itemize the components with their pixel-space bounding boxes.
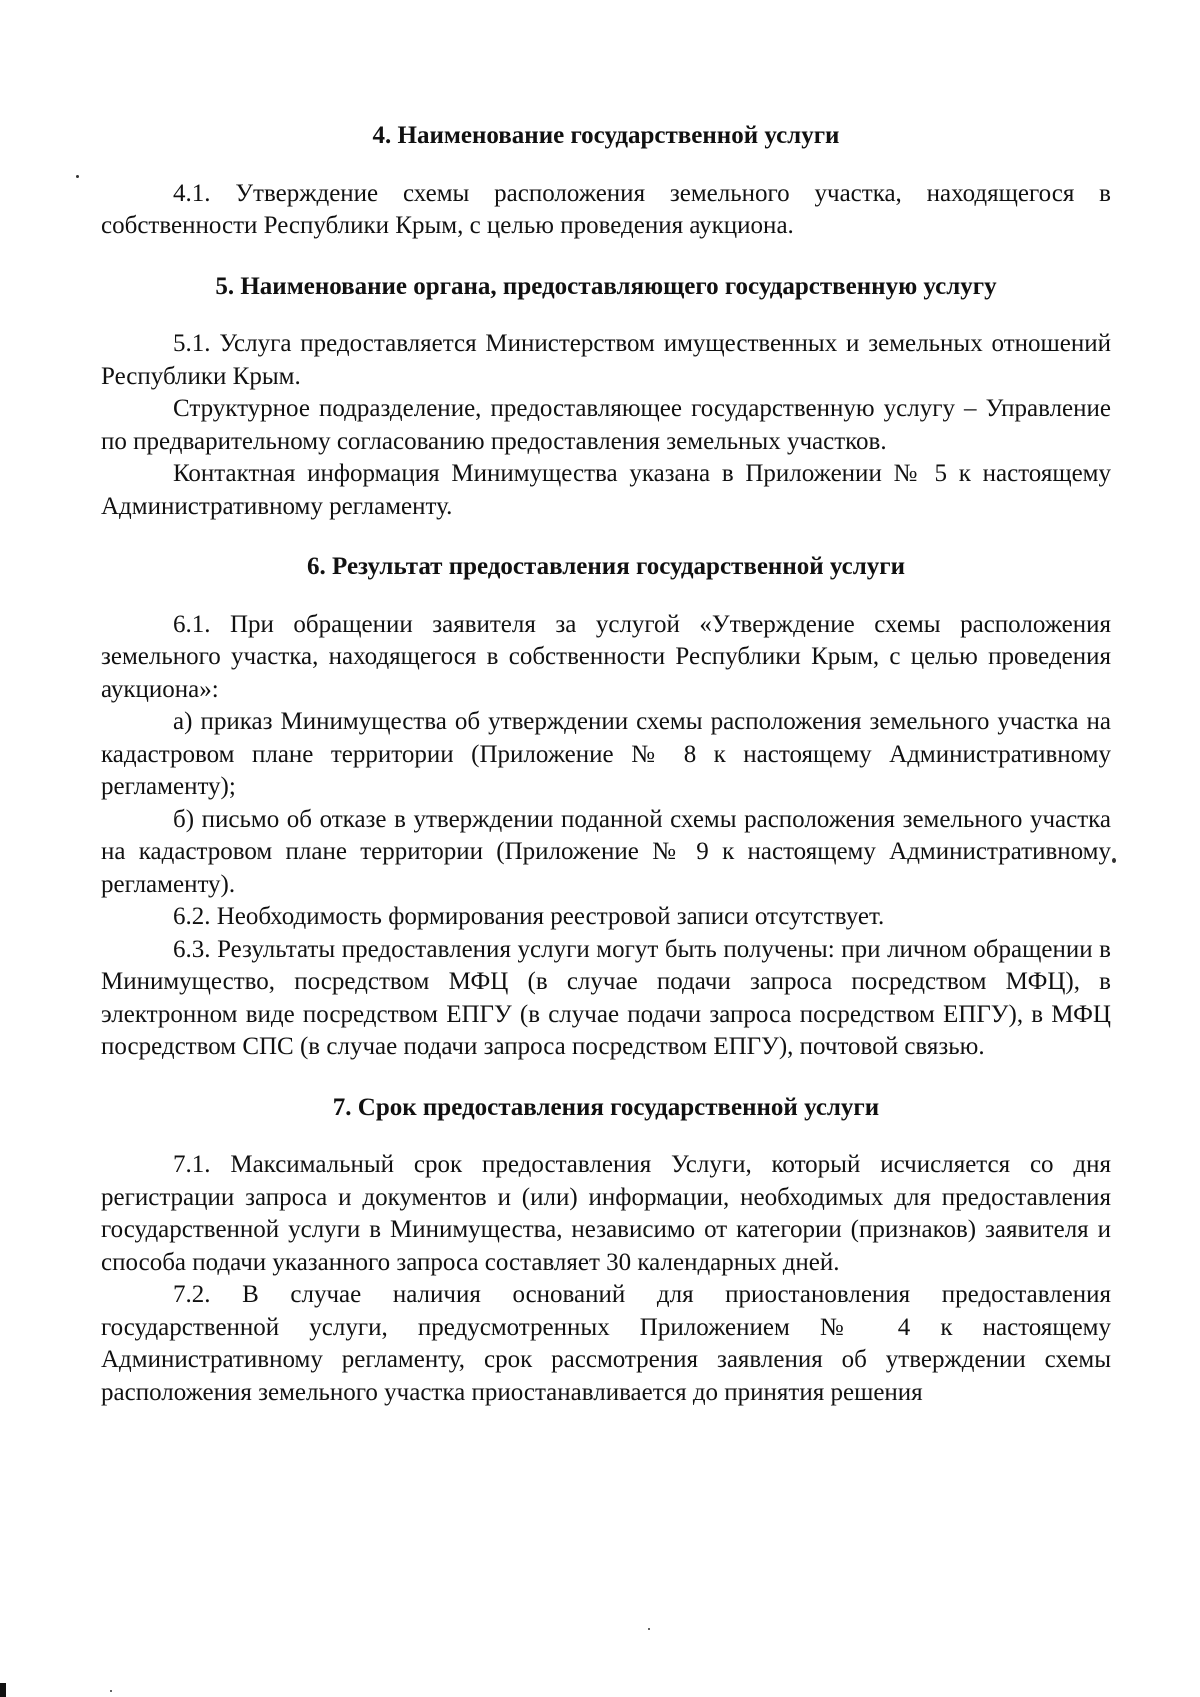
- paragraph: 6.2. Необходимость формирования реестровой записи отсутствует.: [173, 903, 885, 930]
- section-heading: 4. Наименование государственной услуги: [372, 122, 840, 149]
- section-heading: 5. Наименование органа, предоставляющего государственную услугу: [215, 272, 997, 300]
- paragraph: 4.1. Утверждение схемы расположения земельного участка, находящегося в собственности Республики Крым, с целью проведения аукциона.: [101, 179, 1111, 239]
- paragraph: 6.3. Результаты предоставления услуги могут быть получены: при личном обращении в Минимущество, посредством МФЦ (в случае подачи запроса посредством МФЦ), в электронном виде посредством ЕПГУ (в случае подачи запроса посредством ЕПГУ), в МФЦ посредством СПС (в случае подачи запроса посредством ЕПГУ), почтовой связью.: [101, 935, 1111, 1060]
- paragraph: 7.1. Максимальный срок предоставления Услуги, который исчисляется со дня регистрации запроса и документов и (или) информации, необходимых для предоставления государственной услуги в Минимущества, независимо от категории (признаков) заявителя и способа подачи указанного запроса составляет 30 календарных дней.: [101, 1151, 1111, 1276]
- scan-speck: [110, 1690, 112, 1692]
- section-7: [101, 1092, 1111, 1410]
- paragraph: а) приказ Минимущества об утверждении схемы расположения земельного участка на кадастровом плане территории (Приложение № 8 к настоящему Административному регламенту);: [101, 708, 1111, 800]
- scan-edge-mark: [0, 1683, 6, 1697]
- section-heading: 6. Результат предоставления государственной услуги: [307, 553, 905, 580]
- section-6: [101, 551, 1111, 1064]
- section-4: [101, 120, 1111, 243]
- document-body: [101, 120, 1111, 1409]
- paragraph: 5.1. Услуга предоставляется Министерством имущественных и земельных отношений Республики Крым.: [101, 330, 1111, 390]
- paragraph: Контактная информация Минимущества указана в Приложении № 5 к настоящему Административному регламенту.: [101, 460, 1111, 520]
- scan-speck: [648, 1628, 650, 1630]
- section-5: [101, 271, 1111, 524]
- section-heading: 7. Срок предоставления государственной услуги: [332, 1093, 880, 1121]
- paragraph: Структурное подразделение, предоставляющее государственную услугу – Управление по предварительному согласованию предоставления земельных участков.: [101, 395, 1111, 455]
- scan-speck: [1112, 858, 1116, 863]
- paragraph: 6.1. При обращении заявителя за услугой «Утверждение схемы расположения земельного участка, находящегося в собственности Республики Крым, с целью проведения аукциона»:: [101, 610, 1111, 703]
- paragraph: 7.2. В случае наличия оснований для приостановления предоставления государственной услуги, предусмотренных Приложением № 4 к настоящему Административному регламенту, срок рассмотрения заявления об утверждении схемы расположения земельного участка приостанавливается до принятия решения: [101, 1281, 1111, 1406]
- paragraph: б) письмо об отказе в утверждении поданной схемы расположения земельного участка на кадастровом плане территории (Приложение № 9 к настоящему Административному регламенту).: [101, 805, 1111, 898]
- scan-speck: [76, 175, 79, 178]
